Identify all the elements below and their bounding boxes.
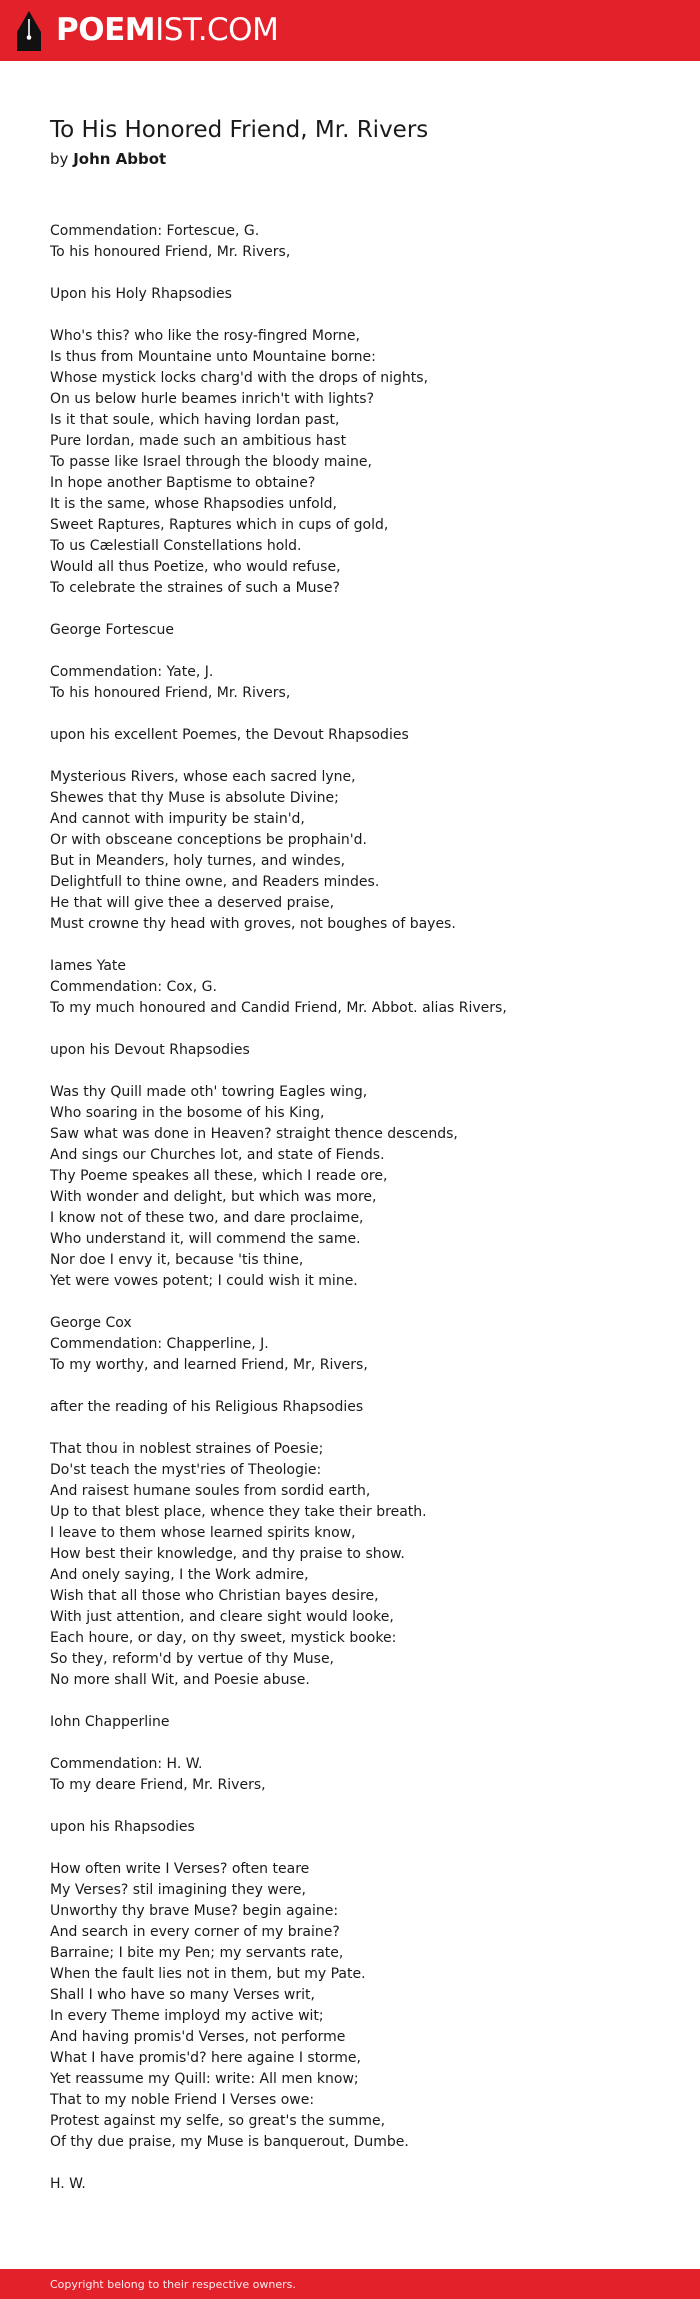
poem-line: In every Theme imployd my active wit; <box>50 2008 324 2024</box>
poem-line: And raisest humane soules from sordid earth, <box>50 1483 371 1499</box>
poem-line: In hope another Baptisme to obtaine? <box>50 475 316 491</box>
pen-nib-icon <box>16 10 42 52</box>
by-label: by <box>50 150 69 168</box>
stanza-spacer <box>50 935 660 956</box>
poem-line: That to my noble Friend I Verses owe: <box>50 2092 315 2108</box>
stanza-spacer <box>50 599 660 620</box>
poem-line: Mysterious Rivers, whose each sacred lyne, <box>50 769 356 785</box>
poem-line: Shewes that thy Muse is absolute Divine; <box>50 790 339 806</box>
poem-line: Commendation: Yate, J. <box>50 664 214 680</box>
poem-line: upon his Devout Rhapsodies <box>50 1042 250 1058</box>
poem-line: It is the same, whose Rhapsodies unfold, <box>50 496 337 512</box>
poem-line: Sweet Raptures, Raptures which in cups of gold, <box>50 517 389 533</box>
poem-line: Or with obsceane conceptions be prophain'd. <box>50 832 367 848</box>
logo-light-text: IST.COM <box>155 12 279 48</box>
poem-line: Unworthy thy brave Muse? begin againe: <box>50 1903 339 1919</box>
poem-line: Delightfull to thine owne, and Readers mindes. <box>50 874 380 890</box>
poem-line: To us Cælestiall Constellations hold. <box>50 538 302 554</box>
poem-line: To my worthy, and learned Friend, Mr, Rivers, <box>50 1357 368 1373</box>
poem-line: To his honoured Friend, Mr. Rivers, <box>50 244 291 260</box>
poem-line: Would all thus Poetize, who would refuse, <box>50 559 341 575</box>
logo-bold-text: POEM <box>56 12 156 48</box>
poem-line: And sings our Churches lot, and state of Fiends. <box>50 1147 385 1163</box>
poem-line: Who's this? who like the rosy-fingred Morne, <box>50 328 360 344</box>
stanza-spacer <box>50 746 660 767</box>
poem-line: That thou in noblest straines of Poesie; <box>50 1441 324 1457</box>
poem-author[interactable]: John Abbot <box>73 150 167 168</box>
poem-line: No more shall Wit, and Poesie abuse. <box>50 1672 310 1688</box>
poem-line: Of thy due praise, my Muse is banquerout, Dumbe. <box>50 2134 409 2150</box>
poem-line: And search in every corner of my braine? <box>50 1924 340 1940</box>
poem-line: upon his excellent Poemes, the Devout Rhapsodies <box>50 727 409 743</box>
poem-line: Do'st teach the myst'ries of Theologie: <box>50 1462 322 1478</box>
poem-line: Nor doe I envy it, because 'tis thine, <box>50 1252 304 1268</box>
poem-line: To passe like Israel through the bloody maine, <box>50 454 372 470</box>
poem-byline <box>50 147 660 171</box>
poem-line: How best their knowledge, and thy praise to show. <box>50 1546 405 1562</box>
stanza-spacer <box>50 1061 660 1082</box>
poem-line: I know not of these two, and dare proclaime, <box>50 1210 364 1226</box>
stanza-spacer <box>50 2153 660 2174</box>
poem-line: upon his Rhapsodies <box>50 1819 195 1835</box>
poem-line: What I have promis'd? here againe I storme, <box>50 2050 361 2066</box>
stanza-spacer <box>50 1376 660 1397</box>
poem-line: With wonder and delight, but which was more, <box>50 1189 377 1205</box>
poem-line: So they, reform'd by vertue of thy Muse, <box>50 1651 335 1667</box>
stanza-spacer <box>50 704 660 725</box>
poem-line: George Cox <box>50 1315 132 1331</box>
poem-title: To His Honored Friend, Mr. Rivers <box>50 117 429 143</box>
poem-line: Who soaring in the bosome of his King, <box>50 1105 325 1121</box>
poem-line: How often write I Verses? often teare <box>50 1861 310 1877</box>
poem-line: after the reading of his Religious Rhapsodies <box>50 1399 364 1415</box>
poem-line: My Verses? stil imagining they were, <box>50 1882 306 1898</box>
poem-content <box>50 113 660 2195</box>
logo-wordmark <box>56 12 279 48</box>
poem-line: Is it that soule, which having Iordan past, <box>50 412 340 428</box>
poem-line: Commendation: Fortescue, G. <box>50 223 260 239</box>
stanza-spacer <box>50 1418 660 1439</box>
poem-line: George Fortescue <box>50 622 174 638</box>
poem-line: Protest against my selfe, so great's the summe, <box>50 2113 386 2129</box>
poem-line: And onely saying, I the Work admire, <box>50 1567 309 1583</box>
poem-line: I leave to them whose learned spirits know, <box>50 1525 356 1541</box>
poem-line: Each houre, or day, on thy sweet, mystick booke: <box>50 1630 397 1646</box>
poem-line: With just attention, and cleare sight would looke, <box>50 1609 394 1625</box>
poem-line: He that will give thee a deserved praise, <box>50 895 335 911</box>
stanza-spacer <box>50 1019 660 1040</box>
site-footer <box>0 2269 700 2299</box>
poem-line: Wish that all those who Christian bayes desire, <box>50 1588 379 1604</box>
poem-line: Yet were vowes potent; I could wish it mine. <box>50 1273 358 1289</box>
poem-line: Commendation: H. W. <box>50 1756 203 1772</box>
poem-line: Saw what was done in Heaven? straight thence descends, <box>50 1126 458 1142</box>
stanza-spacer <box>50 1796 660 1817</box>
poem-line: Iames Yate <box>50 958 127 974</box>
poem-line: To my much honoured and Candid Friend, Mr. Abbot. alias Rivers, <box>50 1000 507 1016</box>
poem-line: Thy Poeme speakes all these, which I reade ore, <box>50 1168 388 1184</box>
poem-line: Commendation: Chapperline, J. <box>50 1336 269 1352</box>
poem-line: Upon his Holy Rhapsodies <box>50 286 232 302</box>
stanza-spacer <box>50 641 660 662</box>
poem-body <box>50 221 660 2195</box>
poem-line: To celebrate the straines of such a Muse? <box>50 580 340 596</box>
poem-line: And having promis'd Verses, not performe <box>50 2029 346 2045</box>
poem-line: Who understand it, will commend the same. <box>50 1231 361 1247</box>
stanza-spacer <box>50 1691 660 1712</box>
poem-line: Yet reassume my Quill: write: All men know; <box>50 2071 359 2087</box>
poem-line: To his honoured Friend, Mr. Rivers, <box>50 685 291 701</box>
site-logo[interactable] <box>16 10 278 52</box>
poem-line: Pure Iordan, made such an ambitious hast <box>50 433 347 449</box>
poem-line: Iohn Chapperline <box>50 1714 170 1730</box>
stanza-spacer <box>50 305 660 326</box>
poem-line: Shall I who have so many Verses writ, <box>50 1987 315 2003</box>
stanza-spacer <box>50 1292 660 1313</box>
poem-line: Up to that blest place, whence they take their breath. <box>50 1504 427 1520</box>
poem-line: On us below hurle beames inrich't with lights? <box>50 391 375 407</box>
poem-line: H. W. <box>50 2176 86 2192</box>
poem-line: Whose mystick locks charg'd with the drops of nights, <box>50 370 429 386</box>
poem-line: But in Meanders, holy turnes, and windes, <box>50 853 346 869</box>
copyright-text: Copyright belong to their respective owners. <box>50 2277 296 2291</box>
poem-line: To my deare Friend, Mr. Rivers, <box>50 1777 266 1793</box>
stanza-spacer <box>50 1733 660 1754</box>
poem-line: Must crowne thy head with groves, not boughes of bayes. <box>50 916 456 932</box>
stanza-spacer <box>50 263 660 284</box>
poem-line: And cannot with impurity be stain'd, <box>50 811 305 827</box>
stanza-spacer <box>50 1838 660 1859</box>
poem-line: Was thy Quill made oth' towring Eagles wing, <box>50 1084 368 1100</box>
poem-line: When the fault lies not in them, but my Pate. <box>50 1966 366 1982</box>
poem-line: Commendation: Cox, G. <box>50 979 217 995</box>
poem-line: Barraine; I bite my Pen; my servants rate, <box>50 1945 344 1961</box>
poem-line: Is thus from Mountaine unto Mountaine borne: <box>50 349 376 365</box>
site-header <box>0 0 700 61</box>
